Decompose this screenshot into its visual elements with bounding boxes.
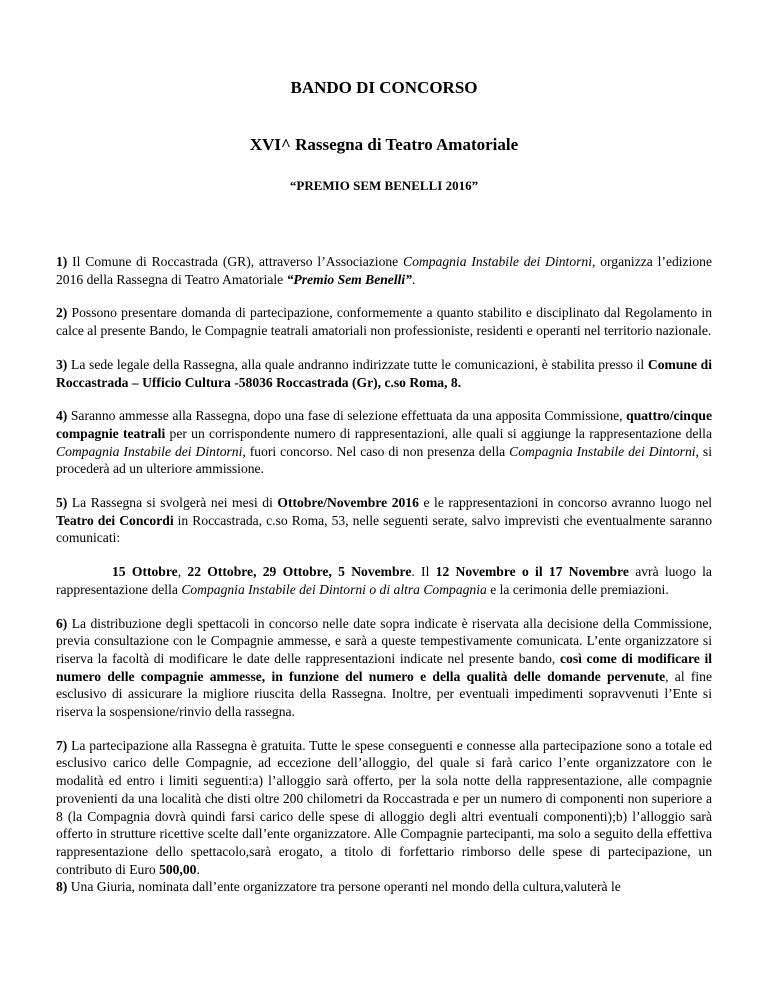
document-title: BANDO DI CONCORSO (290, 78, 478, 97)
prize-title: “PREMIO SEM BENELLI 2016” (289, 178, 479, 193)
paragraph-4: 4) Saranno ammesse alla Rassegna, dopo una fase di selezione effettuata da una apposita Commissione, quattro/cinque compagnie teatrali per un corrispondente numero di rappresentazioni, alle quali si aggiunge la rappresentazione della Compagnia Instabile dei Dintorni, fuori concorso. Nel caso di non presenza della Compagnia Instabile dei Dintorni, si procederà ad un ulteriore ammissione. (56, 408, 712, 477)
document-subtitle: XVI^ Rassegna di Teatro Amatoriale (249, 135, 519, 154)
paragraph-8: 8) Una Giuria, nominata dall’ente organizzatore tra persone operanti nel mondo della cultura,valuterà le (56, 879, 621, 895)
document-body (56, 253, 712, 896)
paragraph-6: 6) La distribuzione degli spettacoli in concorso nelle date sopra indicate è riservata alla decisione della Commissione, previa consultazione con le Compagnie ammesse, e sarà a queste tempestivamente comunicata. L’ente organizzatore si riserva la facoltà di modificare le date delle rappresentazioni indicate nel presente bando, così come di modificare il numero delle compagnie ammesse, in funzione del numero e della qualità delle domande pervenute, al fine esclusivo di assicurare la migliore riuscita della Rassegna. Inoltre, per eventuali impedimenti sopravvenuti l’Ente si riserva la sospensione/rinvio della rassegna. (56, 615, 713, 720)
paragraph-7: 7) La partecipazione alla Rassegna è gratuita. Tutte le spese conseguenti e connesse alla partecipazione sono a totale ed esclusivo carico delle Compagnie, ad eccezione dell’alloggio, del quale si farà carico l’ente organizzatore con le modalità ed entro i limiti seguenti:a) l’alloggio sarà offerto, per la sola notte della rappresentazione, alle compagnie provenienti da una località che disti oltre 200 chilometri da Roccastrada e per un numero di componenti non superiore a 8 (la Compagnia dovrà quindi farsi carico delle spese di alloggio degli altri eventuali componenti);b) l’alloggio sarà offerto in strutture ricettive scelte dall’ente organizzatore. Alle Compagnie partecipanti, ma solo a seguito della effettiva rappresentazione dello spettacolo,sarà erogato, a titolo di forfettario rimborso delle spese di partecipazione, un contributo di Euro 500,00. (56, 737, 712, 877)
paragraph-5: 5) La Rassegna si svolgerà nei mesi di Ottobre/Novembre 2016 e le rappresentazioni in concorso avranno luogo nel Teatro dei Concordi in Roccastrada, c.so Roma, 53, nelle seguenti serate, salvo imprevisti che eventualmente saranno comunicati: (56, 495, 713, 546)
paragraph-3: 3) La sede legale della Rassegna, alla quale andranno indirizzate tutte le comunicazioni, è stabilita presso il Comune di Roccastrada – Ufficio Cultura -58036 Roccastrada (Gr), c.so Roma, 8. (56, 356, 713, 390)
paragraph-5-dates: 15 Ottobre, 22 Ottobre, 29 Ottobre, 5 Novembre. Il 12 Novembre o il 17 Novembre avrà luogo la rappresentazione della Compagnia Instabile dei Dintorni o di altra Compagnia e la cerimonia delle premiazioni. (56, 564, 712, 597)
paragraph-2: 2) Possono presentare domanda di partecipazione, conformemente a quanto stabilito e disciplinato dal Regolamento in calce al presente Bando, le Compagnie teatrali amatoriali non professioniste, residenti e operanti nel territorio nazionale. (56, 305, 712, 339)
paragraph-1: 1) Il Comune di Roccastrada (GR), attraverso l’Associazione Compagnia Instabile dei Dintorni, organizza l’edizione 2016 della Rassegna di Teatro Amatoriale “Premio Sem Benelli”. (56, 254, 712, 287)
